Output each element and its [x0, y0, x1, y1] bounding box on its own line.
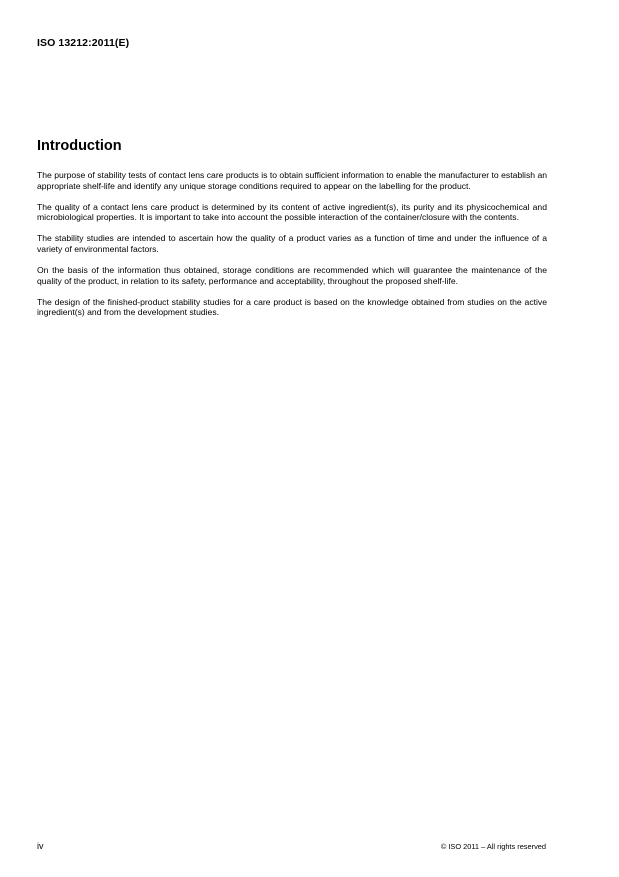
- introduction-body: [37, 170, 547, 328]
- paragraph-storage-conditions: On the basis of the information thus obtained, storage conditions are recommended which will guarantee the maintenance of the quality of the product, in relation to its safety, performance and acceptability, throughout the proposed shelf-life.: [37, 265, 547, 286]
- paragraph-design: The design of the finished-product stability studies for a care product is based on the knowledge obtained from studies on the active ingredient(s) and from the development studies.: [37, 296, 547, 318]
- paragraph-stability-studies: The stability studies are intended to ascertain how the quality of a product varies as a function of time and under the influence of a variety of environmental factors.: [37, 233, 547, 254]
- copyright-notice: © ISO 2011 – All rights reserved: [440, 842, 546, 851]
- page-number: iv: [37, 841, 44, 851]
- section-title: Introduction: [37, 138, 122, 154]
- standard-identifier: ISO 13212:2011(E): [37, 37, 130, 49]
- paragraph-quality: The quality of a contact lens care product is determined by its content of active ingredient(s), its purity and its physicochemical and microbiological properties. It is important to take into account the possible interaction of the container/closure with the contents.: [37, 201, 547, 223]
- paragraph-purpose: The purpose of stability tests of contact lens care products is to obtain sufficient information to enable the manufacturer to establish an appropriate shelf-life and identify any unique storage conditions required to appear on the labelling for the product.: [37, 170, 547, 191]
